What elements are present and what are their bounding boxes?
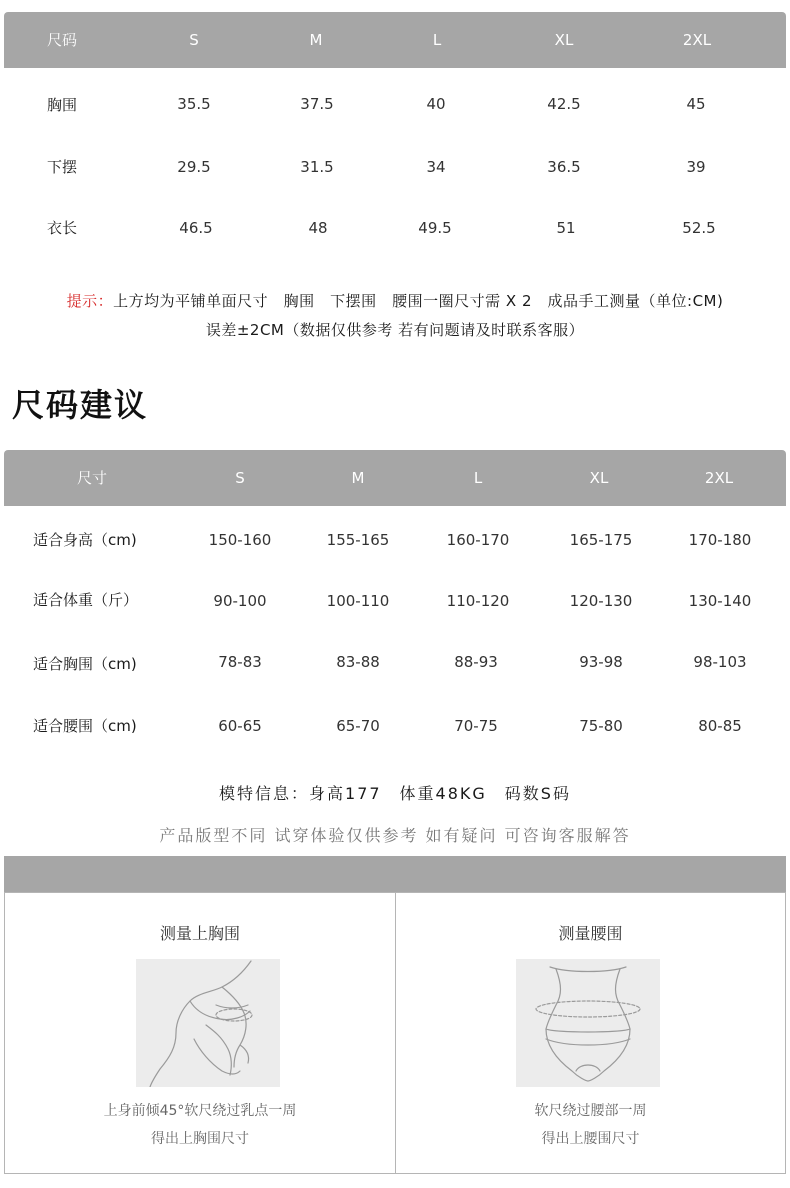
suggest-header-2xl: 2XL <box>704 469 734 487</box>
table-cell: 130-140 <box>688 592 752 610</box>
size-header-label: 尺码 <box>46 31 78 49</box>
table-cell: 160-170 <box>446 531 510 549</box>
table-cell: 37.5 <box>300 95 334 113</box>
caption-line-2: 得出上腰围尺寸 <box>541 1131 640 1147</box>
tip-line-2: 误差±2CM（数据仅供参考 若有问题请及时联系客服） <box>205 321 585 339</box>
chest-measure-illustration-icon <box>136 959 280 1087</box>
table-cell: 83-88 <box>336 653 380 671</box>
row-label: 适合腰围（cm) <box>33 717 137 735</box>
row-label: 胸围 <box>47 96 78 114</box>
table-cell: 39 <box>686 158 706 176</box>
measure-panel-waist <box>395 892 786 1174</box>
table-cell: 80-85 <box>698 717 742 735</box>
table-cell: 51 <box>556 219 576 237</box>
size-header-xl: XL <box>554 31 574 49</box>
table-cell: 150-160 <box>208 531 272 549</box>
table-cell: 90-100 <box>213 592 267 610</box>
section-title: 尺码建议 <box>12 386 149 424</box>
measure-header-bar <box>4 856 786 892</box>
table-cell: 88-93 <box>454 653 498 671</box>
size-header-m: M <box>309 31 323 49</box>
model-info: 模特信息：身高177 体重48KG 码数S码 <box>219 784 571 803</box>
table-cell: 42.5 <box>547 95 581 113</box>
row-label: 衣长 <box>47 219 78 237</box>
row-label: 适合体重（斤） <box>33 591 139 609</box>
size-header-2xl: 2XL <box>682 31 712 49</box>
row-label: 下摆 <box>47 158 78 176</box>
tip-prefix: 提示： <box>66 292 114 310</box>
table-cell: 170-180 <box>688 531 752 549</box>
table-cell: 60-65 <box>218 717 262 735</box>
size-table-header <box>4 12 786 68</box>
table-cell: 45 <box>686 95 706 113</box>
measure-panel-chest <box>4 892 396 1174</box>
table-cell: 36.5 <box>547 158 581 176</box>
suggest-table-header <box>4 450 786 506</box>
table-cell: 46.5 <box>179 219 213 237</box>
suggest-header-s: S <box>235 469 245 487</box>
model-note: 产品版型不同 试穿体验仅供参考 如有疑问 可咨询客服解答 <box>159 826 631 845</box>
panel-title: 测量上胸围 <box>159 924 240 943</box>
table-cell: 48 <box>308 219 328 237</box>
table-cell: 93-98 <box>579 653 623 671</box>
table-cell: 110-120 <box>446 592 510 610</box>
caption-line-2: 得出上胸围尺寸 <box>151 1131 249 1147</box>
panel-title: 测量腰围 <box>558 924 623 943</box>
row-label: 适合胸围（cm) <box>33 655 137 673</box>
table-cell: 100-110 <box>326 592 390 610</box>
table-cell: 78-83 <box>218 653 262 671</box>
size-header-s: S <box>189 31 199 49</box>
table-cell: 49.5 <box>418 219 452 237</box>
table-cell: 70-75 <box>454 717 498 735</box>
suggest-header-l: L <box>473 469 483 487</box>
row-label: 适合身高（cm) <box>33 531 137 549</box>
table-cell: 120-130 <box>569 592 633 610</box>
table-cell: 98-103 <box>693 653 747 671</box>
table-cell: 52.5 <box>682 219 716 237</box>
table-cell: 155-165 <box>326 531 390 549</box>
waist-measure-illustration-icon <box>516 959 660 1087</box>
size-header-l: L <box>432 31 442 49</box>
suggest-header-label: 尺寸 <box>76 469 108 487</box>
caption-line-1: 上身前倾45°软尺绕过乳点一周 <box>103 1103 297 1119</box>
tip-text-1: 上方均为平铺单面尺寸 胸围 下摆围 腰围一圈尺寸需 X 2 成品手工测量（单位:CM) <box>113 292 724 310</box>
table-cell: 165-175 <box>569 531 633 549</box>
table-cell: 40 <box>426 95 446 113</box>
table-cell: 75-80 <box>579 717 623 735</box>
table-cell: 31.5 <box>300 158 334 176</box>
caption-line-1: 软尺绕过腰部一周 <box>534 1103 647 1119</box>
table-cell: 35.5 <box>177 95 211 113</box>
table-cell: 65-70 <box>336 717 380 735</box>
suggest-header-xl: XL <box>589 469 609 487</box>
suggest-header-m: M <box>351 469 365 487</box>
tip-line-1 <box>0 290 790 311</box>
table-cell: 29.5 <box>177 158 211 176</box>
table-cell: 34 <box>426 158 446 176</box>
